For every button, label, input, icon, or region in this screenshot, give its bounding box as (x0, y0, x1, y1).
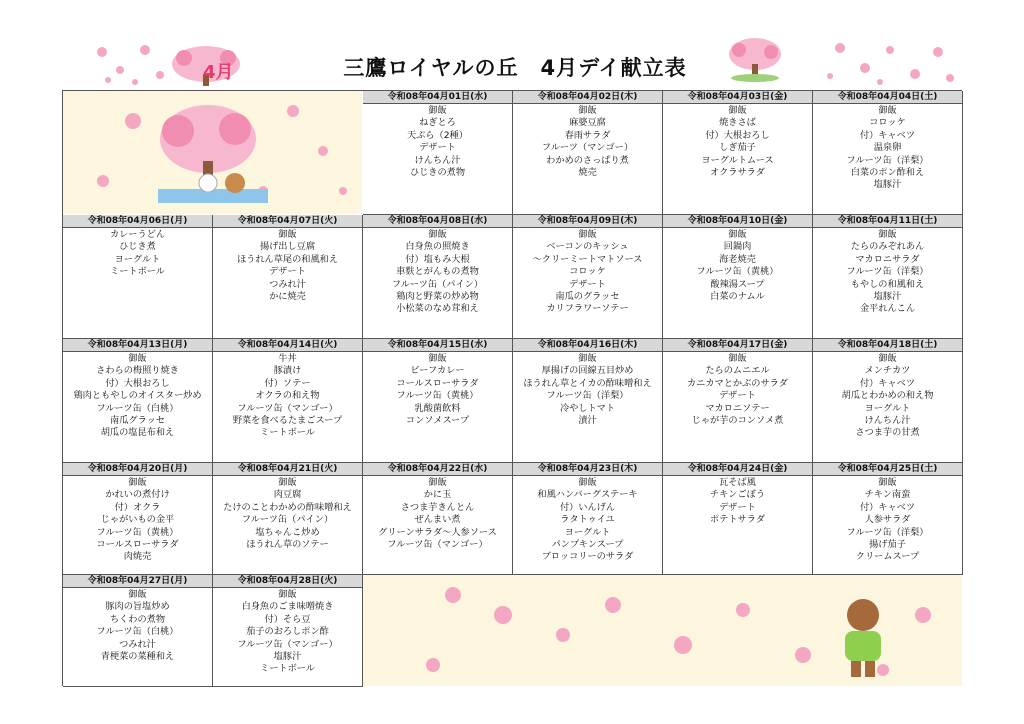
menu-item: 御飯 (578, 229, 597, 240)
menu-item: ヨーグルトムース (701, 154, 774, 166)
blossom-scatter-right-decoration (820, 38, 960, 90)
menu-item-list (513, 104, 662, 179)
menu-item-list (813, 228, 962, 316)
day-date-header: 令和08年04月22日(水) (363, 463, 512, 476)
picnic-illustration-panel (63, 91, 362, 214)
day-date-header: 令和08年04月18日(土) (813, 339, 962, 352)
day-date-header: 令和08年04月28日(火) (213, 575, 362, 588)
day-date-header: 令和08年04月20日(月) (63, 463, 212, 476)
menu-item: 付）大根おろし (705, 129, 770, 141)
menu-item: 胡瓜とわかめの和え物 (841, 390, 934, 402)
day-date-header: 令和08年04月25日(土) (813, 463, 962, 476)
menu-item-list (513, 228, 662, 316)
menu-day-cell (63, 215, 213, 339)
menu-item: ミートボール (260, 427, 315, 439)
menu-item: じゃがいもの金平 (100, 514, 175, 526)
menu-item: 和風ハンバーグステーキ (537, 489, 638, 501)
menu-day-cell (363, 215, 513, 339)
menu-item: 豚肉の旨塩炒め (105, 601, 170, 613)
menu-item: 御飯 (578, 353, 597, 364)
menu-item: フルーツ缶（洋梨） (846, 266, 929, 278)
day-date-header: 令和08年04月07日(火) (213, 215, 362, 228)
menu-item: フルーツ缶（マンゴー） (237, 638, 338, 650)
menu-item: 御飯 (278, 589, 297, 600)
menu-item: 塩ちゃんこ炒め (255, 526, 320, 538)
menu-day-cell (663, 339, 813, 463)
menu-item: 御飯 (878, 477, 897, 488)
menu-item: 御飯 (728, 353, 747, 364)
menu-item: 瓦そば風 (719, 477, 756, 488)
menu-item: コロッケ (869, 117, 906, 129)
menu-item: グリーンサラダ～人参ソース (378, 526, 497, 538)
menu-item: 御飯 (278, 477, 297, 488)
menu-item: 冷やしトマト (559, 402, 616, 414)
day-date-header: 令和08年04月01日(水) (363, 91, 512, 104)
menu-item: フルーツ缶（パイン） (391, 278, 484, 290)
menu-item: わかめのさっぱり煮 (546, 154, 629, 166)
menu-item: カレーうどん (109, 229, 166, 240)
blossom-scatter-left-decoration (90, 40, 180, 90)
day-date-header: 令和08年04月09日(木) (513, 215, 662, 228)
day-date-header: 令和08年04月10日(金) (663, 215, 812, 228)
menu-item: かに焼売 (269, 291, 306, 303)
menu-day-cell (513, 91, 663, 215)
menu-item: ヨーグルト (864, 402, 911, 414)
menu-item: デザート (419, 142, 456, 154)
menu-item: 御飯 (428, 229, 447, 240)
menu-item: かに玉 (423, 489, 452, 501)
menu-item: 白菜のナムル (710, 291, 765, 303)
menu-item: たらのムニエル (705, 365, 770, 377)
page-title: 三鷹ロイヤルの丘 4月デイ献立表 (343, 56, 687, 80)
menu-item: フルーツ缶（白桃） (96, 626, 179, 638)
menu-item: 御飯 (428, 477, 447, 488)
day-date-header: 令和08年04月03日(金) (663, 91, 812, 104)
menu-item: 付）塩もみ大根 (405, 253, 470, 265)
menu-item-list (663, 476, 812, 527)
menu-item-list (363, 476, 512, 551)
menu-item: 御飯 (128, 477, 147, 488)
day-date-header: 令和08年04月21日(火) (213, 463, 362, 476)
menu-day-cell (63, 463, 213, 575)
menu-item: 野菜を食べるたまごスープ (232, 415, 343, 427)
menu-item: デザート (269, 266, 306, 278)
menu-item: フルーツ缶（黄桃） (96, 526, 179, 538)
menu-item: 塩豚汁 (273, 651, 302, 663)
menu-item: けんちん汁 (864, 415, 911, 427)
day-date-header: 令和08年04月13日(月) (63, 339, 212, 352)
menu-item: 天ぷら（2種） (407, 129, 468, 141)
menu-item: 漬汁 (578, 415, 597, 427)
menu-item-list (663, 228, 812, 303)
menu-item: たけのことわかめの酢味噌和え (223, 501, 352, 513)
menu-day-cell (363, 463, 513, 575)
menu-item: つみれ汁 (119, 638, 156, 650)
menu-item: ひじきの煮物 (409, 167, 466, 179)
menu-item-list (213, 476, 362, 551)
menu-item: しぎ茄子 (719, 142, 756, 154)
menu-item-list (63, 476, 212, 564)
menu-item: ほうれん草のソテー (246, 539, 329, 551)
menu-item: 厚揚げの回線五目炒め (541, 365, 634, 377)
menu-item: 御飯 (878, 105, 897, 116)
menu-item: 御飯 (428, 105, 447, 116)
menu-item: マカロニサラダ (855, 253, 920, 265)
menu-day-cell (663, 215, 813, 339)
day-date-header: 令和08年04月16日(木) (513, 339, 662, 352)
day-date-header: 令和08年04月06日(月) (63, 215, 212, 228)
menu-day-cell (813, 215, 963, 339)
menu-item: 南瓜グラッセ (110, 415, 165, 427)
menu-item: マカロニソテー (705, 402, 770, 414)
menu-item: デザート (569, 278, 606, 290)
menu-item: 御飯 (278, 229, 297, 240)
bear-illustration-panel (363, 575, 962, 686)
menu-item: 御飯 (878, 229, 897, 240)
menu-item: 付）キャベツ (859, 501, 916, 513)
menu-item-list (663, 352, 812, 427)
menu-item: クリームスープ (855, 551, 920, 563)
day-date-header: 令和08年04月02日(木) (513, 91, 662, 104)
menu-item: 御飯 (728, 229, 747, 240)
menu-item: フルーツ缶（マンゴー） (237, 402, 338, 414)
menu-item: 白菜のポン酢和え (850, 167, 925, 179)
menu-item: フルーツ缶（白桃） (96, 402, 179, 414)
menu-item: たらのみぞれあん (850, 241, 925, 253)
menu-item: フルーツ缶（洋梨） (546, 390, 629, 402)
menu-item: 白身魚のごま味噌焼き (241, 601, 334, 613)
menu-item: ねぎとろ (419, 117, 456, 129)
menu-item: 御飯 (428, 353, 447, 364)
menu-item: ベーコンのキッシュ (546, 241, 629, 253)
menu-item: 御飯 (578, 105, 597, 116)
menu-calendar-grid (62, 90, 962, 686)
menu-item-list (813, 476, 962, 564)
menu-item: 車麩とがんもの煮物 (396, 266, 479, 278)
menu-item: 御飯 (578, 477, 597, 488)
menu-item: 焼きさば (719, 117, 756, 129)
day-date-header: 令和08年04月14日(火) (213, 339, 362, 352)
menu-day-cell (63, 339, 213, 463)
menu-item: 焼売 (578, 167, 597, 179)
menu-item: フルーツ缶（洋梨） (846, 526, 929, 538)
menu-item: さつま芋の甘煮 (855, 427, 920, 439)
menu-item: フルーツ（マンゴー） (541, 142, 634, 154)
menu-item: フルーツ缶（黄桃） (396, 390, 479, 402)
menu-item: ぜんまい煮 (414, 514, 461, 526)
menu-item: 豚漬け (273, 365, 302, 377)
menu-item: つみれ汁 (269, 278, 306, 290)
menu-item: 付）いんげん (559, 501, 616, 513)
month-badge-label: 4月 (203, 62, 234, 83)
menu-item: 付）キャベツ (859, 377, 916, 389)
menu-item-list (513, 352, 662, 427)
menu-item: 温泉卵 (873, 142, 902, 154)
menu-item: 回鍋肉 (723, 241, 752, 253)
menu-item: カリフラワーソテー (546, 303, 629, 315)
menu-item: 春雨サラダ (564, 129, 611, 141)
menu-item: 揚げ茄子 (869, 539, 906, 551)
menu-item: かれいの煮付け (105, 489, 170, 501)
menu-item: フルーツ缶（黄桃） (696, 266, 779, 278)
menu-day-cell (513, 339, 663, 463)
menu-day-cell (813, 463, 963, 575)
menu-day-cell (813, 91, 963, 215)
menu-item: デザート (719, 501, 756, 513)
menu-day-cell (363, 91, 513, 215)
menu-item: 南瓜のグラッセ (555, 291, 620, 303)
menu-item: 鶏肉と野菜の炒め物 (396, 291, 479, 303)
menu-item: 付）オクラ (114, 501, 161, 513)
menu-item: ラタトゥイユ (560, 514, 615, 526)
menu-item: 御飯 (878, 353, 897, 364)
menu-item: ミートボール (260, 663, 315, 675)
menu-item: ポテトサラダ (709, 514, 766, 526)
menu-item: ミートボール (110, 266, 165, 278)
menu-item: 付）ソテー (264, 377, 311, 389)
menu-item: 付）キャベツ (859, 129, 916, 141)
menu-item-list (63, 588, 212, 663)
menu-day-cell (63, 575, 213, 687)
menu-item: ヨーグルト (114, 253, 161, 265)
menu-item: 茄子のおろしポン酢 (246, 626, 329, 638)
menu-item: 乳酸菌飲料 (414, 402, 461, 414)
menu-item: オクラサラダ (710, 167, 765, 179)
menu-item: ～クリーミートマトソース (532, 253, 643, 265)
menu-day-cell (513, 463, 663, 575)
menu-item: 金平れんこん (859, 303, 916, 315)
menu-item: 塩豚汁 (873, 179, 902, 191)
menu-day-cell (213, 215, 363, 339)
menu-day-cell (213, 339, 363, 463)
menu-item-list (213, 588, 362, 676)
menu-item: チキンごぼう (709, 489, 766, 501)
menu-item: 鶏肉ともやしのオイスター炒め (73, 390, 202, 402)
menu-item: フルーツ缶（マンゴー） (387, 539, 488, 551)
menu-item-list (363, 352, 512, 427)
menu-item: フルーツ缶（洋梨） (846, 154, 929, 166)
menu-item: フルーツ缶（パイン） (241, 514, 334, 526)
menu-item: コンソメスープ (405, 415, 470, 427)
menu-day-cell (363, 339, 513, 463)
menu-item: 御飯 (128, 589, 147, 600)
day-date-header: 令和08年04月04日(土) (813, 91, 962, 104)
day-date-header: 令和08年04月15日(水) (363, 339, 512, 352)
menu-item-list (63, 228, 212, 279)
menu-day-cell (663, 91, 813, 215)
menu-item-list (363, 104, 512, 179)
day-date-header: 令和08年04月27日(月) (63, 575, 212, 588)
menu-day-cell (813, 339, 963, 463)
menu-item: ひじき煮 (119, 241, 156, 253)
menu-item: ちくわの煮物 (109, 613, 166, 625)
day-date-header: 令和08年04月11日(土) (813, 215, 962, 228)
day-date-header: 令和08年04月24日(金) (663, 463, 812, 476)
menu-item: 海老焼売 (719, 253, 756, 265)
menu-item: 付）そら豆 (264, 613, 311, 625)
menu-item-list (363, 228, 512, 316)
menu-item: ほうれん草とイカの酢味噌和え (523, 377, 652, 389)
day-date-header: 令和08年04月17日(金) (663, 339, 812, 352)
menu-item-list (63, 352, 212, 440)
menu-item: 胡瓜の塩昆布和え (100, 427, 175, 439)
menu-item: ビーフカレー (410, 365, 465, 377)
menu-item: オクラの和え物 (255, 390, 320, 402)
menu-item: コロッケ (569, 266, 606, 278)
menu-item: 肉焼売 (123, 551, 152, 563)
menu-item: もやしの和風和え (850, 278, 925, 290)
menu-item: 牛丼 (278, 353, 297, 364)
day-date-header: 令和08年04月08日(水) (363, 215, 512, 228)
menu-item: 御飯 (728, 105, 747, 116)
menu-item: さつま芋きんとん (400, 501, 475, 513)
menu-item: コールスローサラダ (396, 377, 479, 389)
menu-item-list (813, 352, 962, 440)
menu-item: デザート (719, 390, 756, 402)
menu-item-list (663, 104, 812, 179)
menu-item-list (513, 476, 662, 564)
menu-item: 揚げ出し豆腐 (259, 241, 316, 253)
menu-item: 酸辣湯スープ (710, 278, 765, 290)
menu-day-cell (213, 575, 363, 687)
cherry-tree-right-icon (725, 36, 785, 82)
menu-item-list (813, 104, 962, 192)
menu-item: コールスローサラダ (96, 539, 179, 551)
menu-item: 小松菜のなめ茸和え (396, 303, 479, 315)
menu-item: 塩豚汁 (873, 291, 902, 303)
menu-item: けんちん汁 (414, 154, 461, 166)
menu-item: 青梗菜の菜種和え (100, 651, 175, 663)
day-date-header: 令和08年04月23日(木) (513, 463, 662, 476)
menu-item: 人参サラダ (864, 514, 911, 526)
menu-item: ブロッコリーのサラダ (541, 551, 634, 563)
menu-item: じゃが芋のコンソメ煮 (691, 415, 784, 427)
menu-item: メンチカツ (864, 365, 911, 377)
menu-item: 麻婆豆腐 (569, 117, 606, 129)
menu-item: チキン南蛮 (864, 489, 911, 501)
menu-item: 肉豆腐 (273, 489, 302, 501)
menu-item: ヨーグルト (564, 526, 611, 538)
menu-item: 付）大根おろし (105, 377, 170, 389)
menu-day-cell (513, 215, 663, 339)
menu-item: パンプキンスープ (551, 539, 624, 551)
menu-item: ほうれん草尾の和風和え (236, 253, 339, 265)
menu-item: 白身魚の照焼き (405, 241, 470, 253)
menu-item-list (213, 228, 362, 303)
menu-day-cell (663, 463, 813, 575)
menu-item: さわらの梅照り焼き (96, 365, 179, 377)
menu-item: カニカマとかぶのサラダ (687, 377, 788, 389)
menu-day-cell (213, 463, 363, 575)
menu-item-list (213, 352, 362, 440)
menu-item: 御飯 (128, 353, 147, 364)
